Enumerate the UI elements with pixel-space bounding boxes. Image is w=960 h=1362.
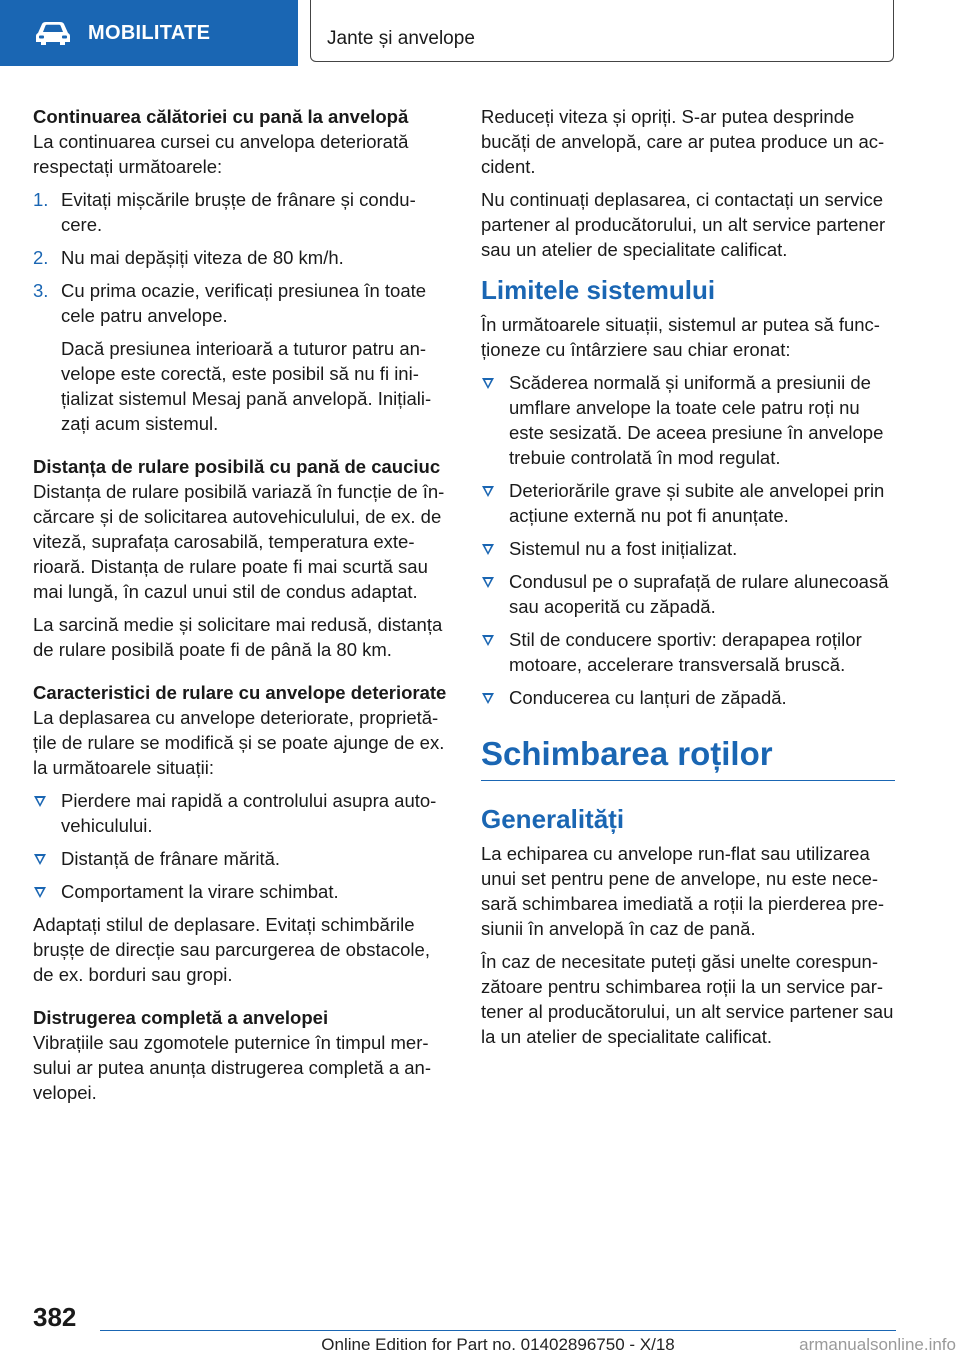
heading-driving-characteristics: Caracteristici de rulare cu anvelope deteriorate: [33, 682, 447, 703]
bullet-text: Stil de conducere sportiv: derapapea roților motoare, accelerare transversală bruscă.: [509, 629, 862, 675]
footer-divider: [100, 1330, 896, 1331]
paragraph: Reduceți viteza și opriți. S-ar putea desprinde bucăți de anvelopă, care ar putea produce un ac-cident.: [481, 106, 885, 177]
paragraph: La continuarea cursei cu anvelopa deteriorată respectați următoarele:: [33, 131, 409, 177]
step-note: Dacă presiunea interioară a tuturor patru an-velope este corectă, este posibil să nu fi ini-țializat sistemul Mesaj pană anvelopă. Inițiali-zați acum sistemul.: [61, 338, 432, 434]
paragraph: La deplasarea cu anvelope deteriorate, proprietă-țile de rulare se modifică și se poate ajunge de ex. la următoarele situații:: [33, 707, 445, 778]
list-item: [33, 245, 449, 270]
list-item: [33, 788, 449, 838]
bullet-text: Deteriorările grave și subite ale anvelopei prin acțiune externă nu pot fi anunțate.: [509, 480, 885, 526]
heading-continue-with-flat: Continuarea călătoriei cu pană la anvelopă: [33, 106, 409, 127]
triangle-bullet-icon: [482, 577, 494, 588]
triangle-bullet-icon: [34, 854, 46, 865]
heading-system-limits: Limitele sistemului: [481, 275, 716, 305]
list-item: [481, 685, 895, 710]
list-item: [33, 879, 449, 904]
triangle-bullet-icon: [482, 544, 494, 555]
page-number: 382: [33, 1302, 77, 1332]
triangle-bullet-icon: [482, 486, 494, 497]
bullet-text: Conducerea cu lanțuri de zăpadă.: [509, 687, 787, 708]
bullet-text: Sistemul nu a fost inițializat.: [509, 538, 738, 559]
list-item: [33, 187, 449, 237]
heading-range: Distanța de rulare posibilă cu pană de cauciuc: [33, 456, 441, 477]
watermark: armanualsonline.info: [799, 1335, 956, 1354]
section-tab: [0, 0, 298, 66]
heading-wheel-change: Schimbarea roților: [481, 734, 895, 781]
step-number: 3.: [33, 280, 49, 301]
chapter-title: Jante și anvelope: [327, 28, 475, 49]
bullet-list: [33, 788, 449, 904]
list-item: [481, 478, 895, 528]
paragraph: În caz de necesitate puteți găsi unelte corespun-zătoare pentru schimbarea roții la un service par-tener al producătorului, un alt service partener sau la un atelier de specialitate calificat.: [481, 951, 894, 1047]
triangle-bullet-icon: [482, 635, 494, 646]
right-column: [481, 104, 895, 1057]
list-item: [481, 627, 895, 677]
car-icon: [34, 20, 72, 46]
bullet-text: Condusul pe o suprafață de rulare alunecoasă sau acoperită cu zăpadă.: [509, 571, 889, 617]
left-column: [33, 104, 449, 1113]
paragraph: În următoarele situații, sistemul ar putea să func-ționeze cu întârziere sau chiar eronat:: [481, 314, 880, 360]
bullet-list: [481, 370, 895, 710]
section-label: MOBILITATE: [88, 21, 211, 44]
page-header: [0, 0, 960, 66]
paragraph: Distanța de rulare posibilă variază în funcție de în-cărcare și de solicitarea autovehiculului, de ex. de viteză, suprafața carosabilă, temperatura exte-rioară. Distanța de rulare poate fi mai scurtă sau mai lungă, în cazul unui stil de condus adaptat.: [33, 481, 445, 602]
step-number: 2.: [33, 247, 49, 268]
triangle-bullet-icon: [34, 796, 46, 807]
heading-tyre-destruction: Distrugerea completă a anvelopei: [33, 1007, 329, 1028]
bullet-text: Comportament la virare schimbat.: [61, 881, 339, 902]
numbered-list: [33, 187, 449, 436]
paragraph: Adaptați stilul de deplasare. Evitați schimbările brușțe de direcție sau parcurgerea de obstacole, de ex. borduri sau gropi.: [33, 914, 430, 985]
step-text: Evitați mișcările brușțe de frânare și condu-cere.: [61, 189, 416, 235]
list-item: [33, 278, 449, 436]
paragraph: Nu continuați deplasarea, ci contactați un service partener al producătorului, un alt service partener sau un atelier de specialitate calificat.: [481, 189, 886, 260]
edition-text: Online Edition for Part no. 01402896750 - X/18: [321, 1335, 675, 1354]
triangle-bullet-icon: [482, 693, 494, 704]
bullet-text: Scăderea normală și uniformă a presiunii de umflare anvelope la toate cele patru roți nu este sesizată. De aceea presiune în anvelope trebuie controlată în mod regulat.: [509, 372, 884, 468]
paragraph: Vibrațiile sau zgomotele puternice în timpul mer-sului ar putea anunța distrugerea completă a an-velopei.: [33, 1032, 432, 1103]
list-item: [481, 569, 895, 619]
list-item: [481, 536, 895, 561]
paragraph: La echiparea cu anvelope run-flat sau utilizarea unui set pentru pene de anvelope, nu este nece-sară schimbarea imediată a roții la pierderea pre-siunii în anvelopă în caz de pană.: [481, 843, 885, 939]
list-item: [481, 370, 895, 470]
triangle-bullet-icon: [34, 887, 46, 898]
paragraph: La sarcină medie și solicitare mai redusă, distanța de rulare posibilă poate fi de până la 80 km.: [33, 614, 443, 660]
step-text: Nu mai depășiți viteza de 80 km/h.: [61, 247, 344, 268]
list-item: [33, 846, 449, 871]
step-text: Cu prima ocazie, verificați presiunea în toate cele patru anvelope.: [61, 280, 427, 326]
chapter-box: [310, 0, 894, 62]
bullet-text: Pierdere mai rapidă a controlului asupra auto-vehiculului.: [61, 790, 437, 836]
triangle-bullet-icon: [482, 378, 494, 389]
heading-general: Generalități: [481, 804, 625, 834]
bullet-text: Distanță de frânare mărită.: [61, 848, 281, 869]
step-number: 1.: [33, 189, 49, 210]
